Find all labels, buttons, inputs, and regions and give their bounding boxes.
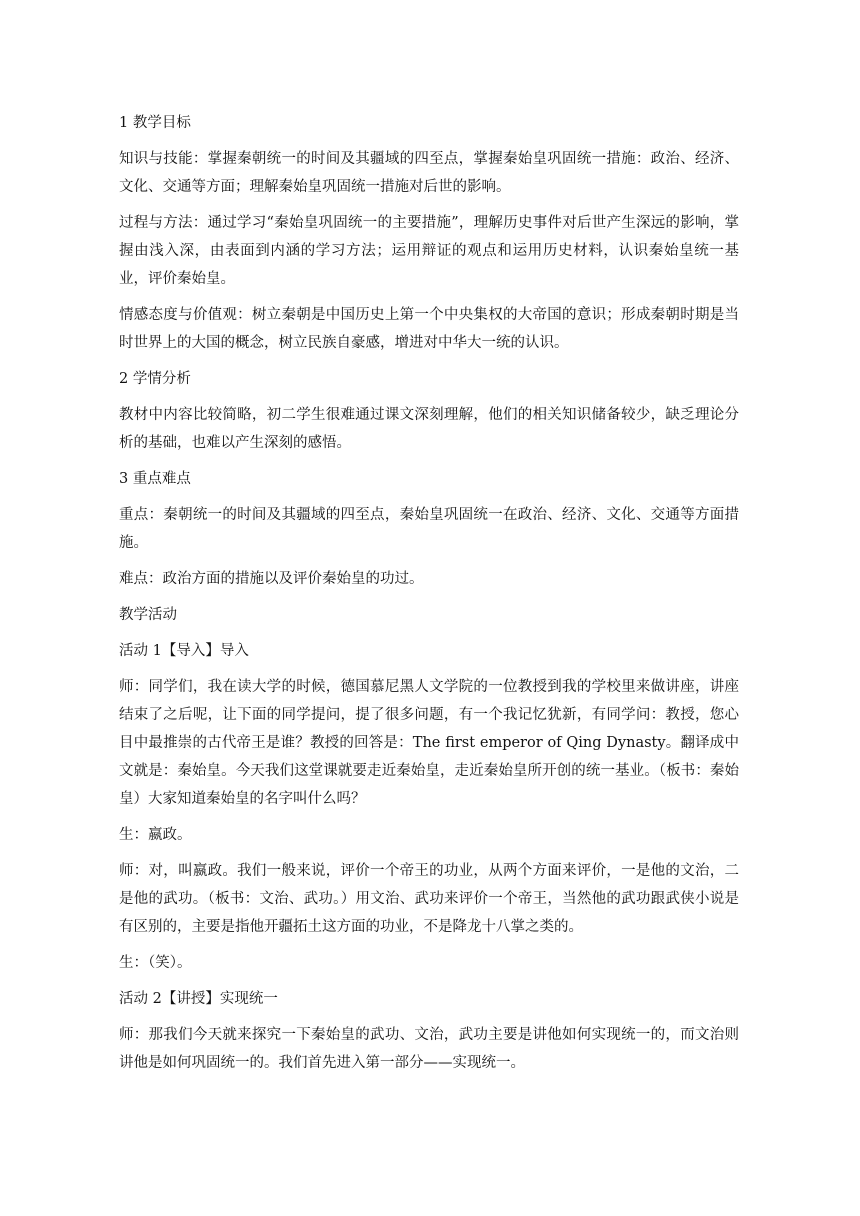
paragraph-teacher-unification: 师：那我们今天就来探究一下秦始皇的武功、文治，武功主要是讲他如何实现统一的，而文治则讲他是如何巩固统一的。我们首先进入第一部分——实现统一。 — [119, 1027, 739, 1071]
paragraph-teacher-intro: 师：同学们，我在读大学的时候，德国慕尼黑人文学院的一位教授到我的学校里来做讲座，讲座结束了之后呢，让下面的同学提问，提了很多问题，有一个我记忆犹新，有同学问：教授，您心目中最推崇的古代帝王是谁？教授的回答是：The first emperor of Qing Dynasty。翻译成中文就是：秦始皇。今天我们这堂课就要走近秦始皇，走近秦始皇所开创的统一基业。（板书：秦始皇）大家知道秦始皇的名字叫什么吗？ — [119, 679, 739, 807]
section-heading-teaching-activities: 教学活动 — [119, 607, 177, 623]
section-heading-student-analysis: 2 学情分析 — [119, 371, 191, 387]
paragraph-emotion-values: 情感态度与价值观：树立秦朝是中国历史上第一个中央集权的大帝国的意识；形成秦朝时期是当时世界上的大国的概念，树立民族自豪感，增进对中华大一统的认识。 — [119, 307, 739, 351]
paragraph-student-answer-1: 生：嬴政。 — [119, 827, 192, 843]
paragraph-knowledge-skills: 知识与技能：掌握秦朝统一的时间及其疆域的四至点，掌握秦始皇巩固统一措施：政治、经济、文化、交通等方面；理解秦始皇巩固统一措施对后世的影响。 — [119, 151, 739, 195]
paragraph-student-analysis: 教材中内容比较简略，初二学生很难通过课文深刻理解，他们的相关知识储备较少，缺乏理论分析的基础，也难以产生深刻的感悟。 — [119, 407, 739, 451]
paragraph-key-points: 重点：秦朝统一的时间及其疆域的四至点，秦始皇巩固统一在政治、经济、文化、交通等方面措施。 — [119, 507, 739, 551]
paragraph-difficult-points: 难点：政治方面的措施以及评价秦始皇的功过。 — [119, 571, 424, 587]
paragraph-teacher-followup: 师：对，叫嬴政。我们一般来说，评价一个帝王的功业，从两个方面来评价，一是他的文治，二是他的武功。（板书：文治、武功。）用文治、武功来评价一个帝王，当然他的武功跟武侠小说是有区别的，主要是指他开疆拓土这方面的功业，不是降龙十八掌之类的。 — [119, 863, 739, 935]
paragraph-student-answer-2: 生：（笑）。 — [119, 955, 192, 971]
document-body — [119, 109, 739, 1085]
activity-heading-2: 活动 2【讲授】实现统一 — [119, 991, 278, 1007]
activity-heading-1: 活动 1【导入】导入 — [119, 643, 249, 659]
paragraph-process-method: 过程与方法：通过学习“秦始皇巩固统一的主要措施”，理解历史事件对后世产生深远的影响，掌握由浅入深，由表面到内涵的学习方法；运用辩证的观点和运用历史材料，认识秦始皇统一基业，评价秦始皇。 — [119, 215, 739, 287]
section-heading-teaching-goals: 1 教学目标 — [119, 115, 191, 131]
section-heading-key-difficult-points: 3 重点难点 — [119, 471, 191, 487]
